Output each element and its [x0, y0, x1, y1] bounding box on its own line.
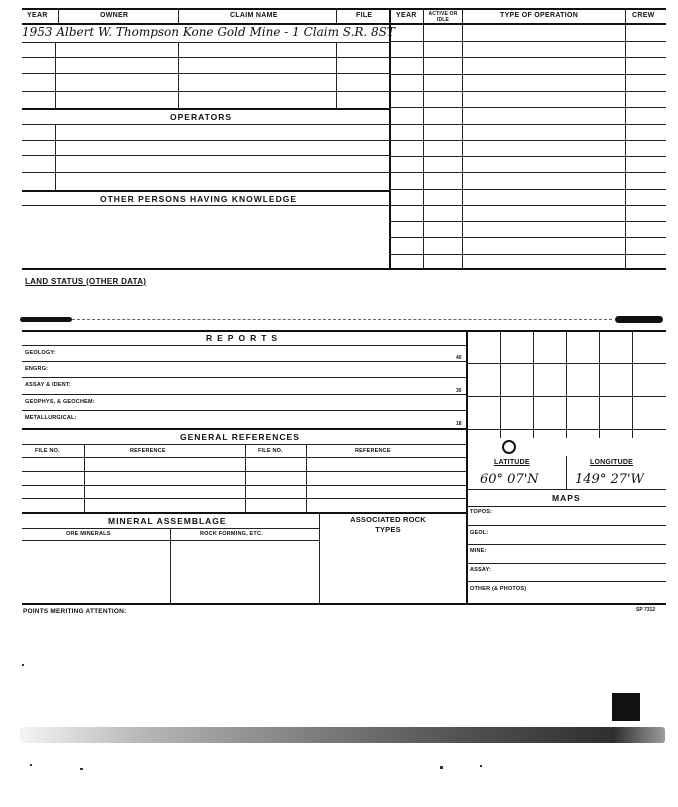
other-persons-title: OTHER PERSONS HAVING KNOWLEDGE — [100, 194, 298, 204]
report-engrg: ENGRG: — [25, 366, 49, 372]
latitude-value: 60° 07'N — [480, 472, 539, 487]
report-metallurgical: METALLURGICAL: — [25, 415, 77, 421]
maps-other: OTHER (& PHOTOS) — [470, 586, 527, 592]
ref-col-file-no: FILE NO. — [35, 448, 60, 454]
operators-title: OPERATORS — [170, 112, 233, 122]
page-marker-40: 40 — [456, 355, 462, 361]
latitude-label: LATITUDE — [494, 459, 530, 466]
header-file: FILE — [356, 12, 373, 19]
page-marker-30: 30 — [456, 388, 462, 394]
ink-smudge-divider — [20, 317, 665, 321]
mineral-assemblage-title: MINERAL ASSEMBLAGE — [108, 516, 227, 526]
maps-topos: TOPOS: — [470, 509, 493, 515]
points-meriting-attention: POINTS MERITING ATTENTION: — [23, 608, 127, 615]
ore-minerals-col: ORE MINERALS — [66, 531, 111, 537]
header-claim-name: CLAIM NAME — [230, 12, 278, 19]
header-year: YEAR — [27, 12, 48, 19]
ref-col-reference-2: REFERENCE — [355, 448, 391, 454]
header-year-2: YEAR — [396, 12, 417, 19]
header-owner: OWNER — [100, 12, 129, 19]
associated-rock-types: ASSOCIATED ROCK TYPES — [350, 515, 426, 534]
owner-claim-entry: 1953 Albert W. Thompson Kone Gold Mine - 1 Claim S.R. 8ST — [22, 25, 395, 39]
ref-col-reference: REFERENCE — [130, 448, 166, 454]
longitude-value: 149° 27'W — [575, 472, 644, 487]
maps-assay: ASSAY: — [470, 567, 492, 573]
location-marker-icon — [502, 440, 516, 454]
rock-forming-col: ROCK FORMING, ETC. — [200, 531, 263, 537]
reports-title: REPORTS — [206, 333, 283, 343]
longitude-label: LONGITUDE — [590, 459, 634, 466]
report-assay: ASSAY & IDENT: — [25, 382, 71, 388]
maps-mine: MINE: — [470, 548, 487, 554]
general-references-title: GENERAL REFERENCES — [180, 432, 300, 442]
maps-title: MAPS — [552, 493, 581, 503]
header-active-idle: ACTIVE OR IDLE — [428, 11, 458, 23]
report-geology: GEOLOGY: — [25, 350, 56, 356]
maps-geol: GEOL: — [470, 530, 489, 536]
page-marker-18: 18 — [456, 421, 462, 427]
header-crew: CREW — [632, 12, 655, 19]
land-status-label: LAND STATUS (OTHER DATA) — [25, 277, 147, 286]
form-number: SP 7312 — [636, 607, 656, 613]
header-type-of-operation: TYPE OF OPERATION — [500, 12, 579, 19]
report-geophys: GEOPHYS. & GEOCHEM: — [25, 399, 95, 405]
ref-col-file-no-2: FILE NO. — [258, 448, 283, 454]
